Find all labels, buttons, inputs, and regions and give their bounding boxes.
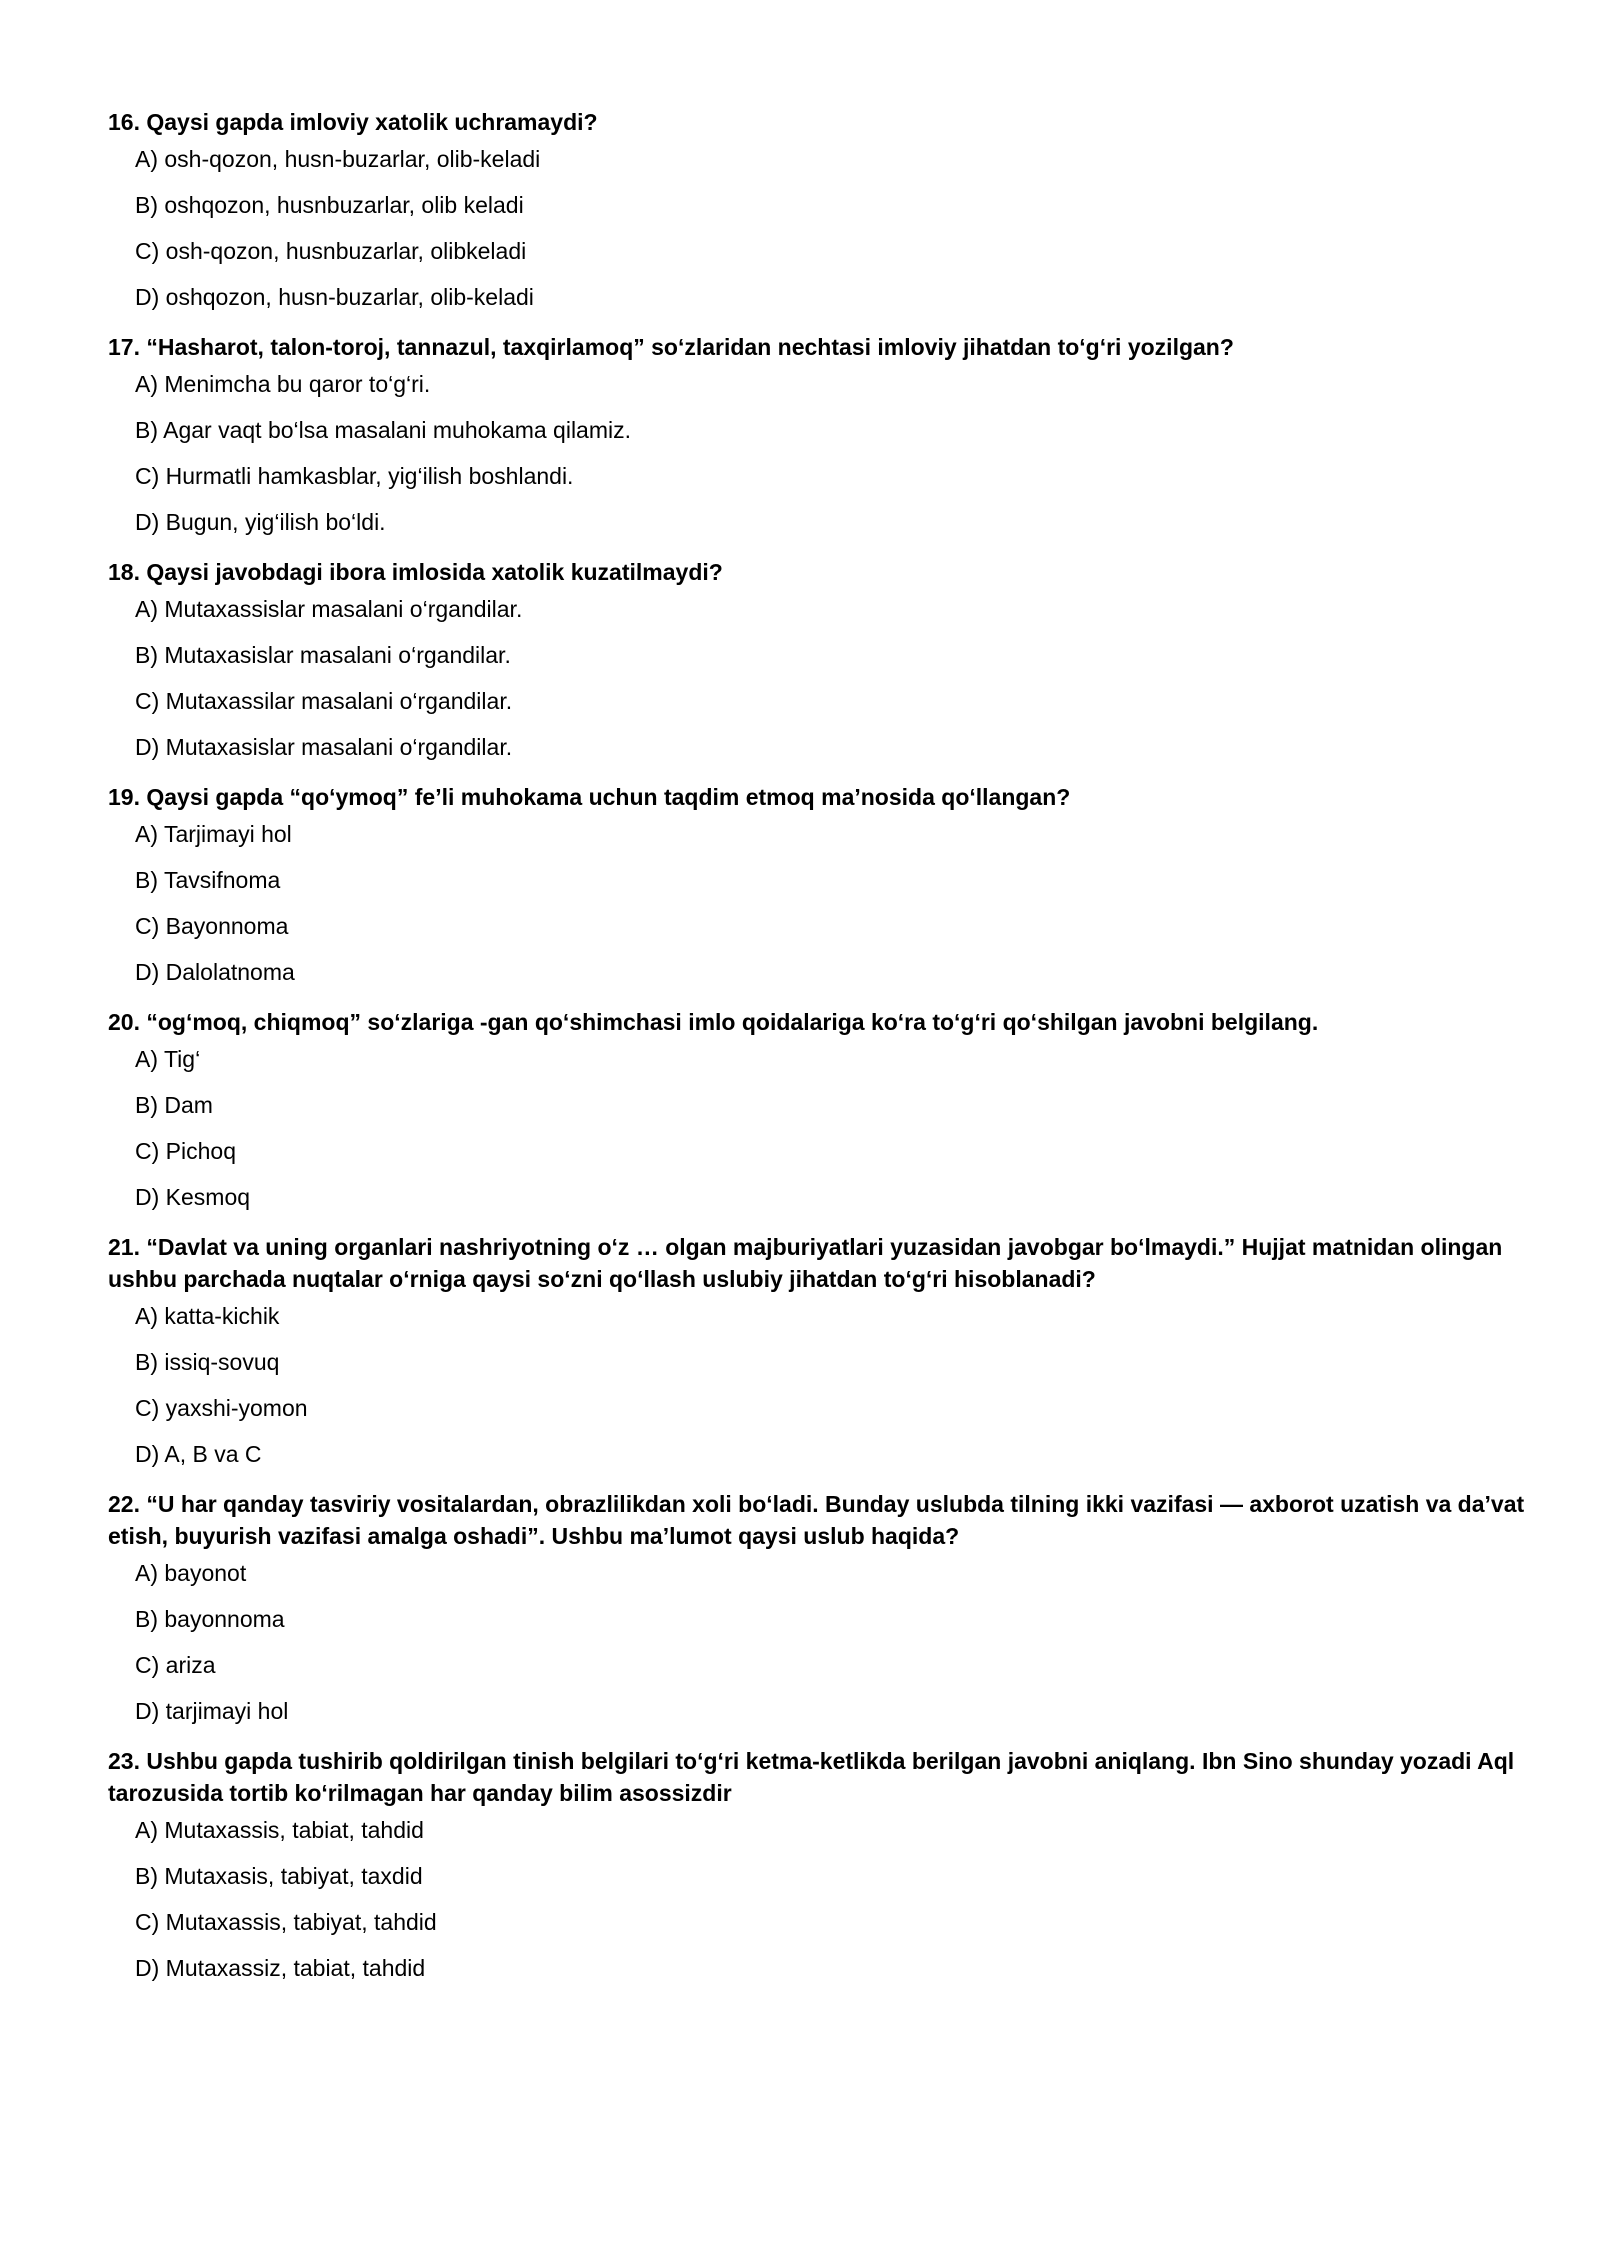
option-a: A) Mutaxassislar masalani o‘rgandilar. (135, 596, 523, 622)
question-text: 17. “Hasharot, talon-toroj, tannazul, taxqirlamoq” so‘zlaridan nechtasi imloviy jihatdan to‘g‘ri yozilgan? (108, 334, 1234, 360)
question-17 (108, 331, 1528, 537)
option-b: B) Agar vaqt bo‘lsa masalani muhokama qilamiz. (135, 417, 632, 443)
option-c: C) Mutaxassis, tabiyat, tahdid (135, 1909, 437, 1935)
option-b: B) Mutaxasislar masalani o‘rgandilar. (135, 642, 511, 668)
option-b: B) bayonnoma (135, 1606, 285, 1632)
option-d: D) oshqozon, husn-buzarlar, olib-keladi (135, 284, 534, 310)
option-d: D) Dalolatnoma (135, 959, 295, 985)
question-text: 16. Qaysi gapda imloviy xatolik uchramaydi? (108, 109, 598, 135)
option-c: C) Pichoq (135, 1138, 236, 1164)
option-a: A) Menimcha bu qaror to‘g‘ri. (135, 371, 431, 397)
option-b: B) oshqozon, husnbuzarlar, olib keladi (135, 192, 524, 218)
option-c: C) Bayonnoma (135, 913, 289, 939)
option-list (108, 1301, 1528, 1469)
option-c: C) Hurmatli hamkasblar, yig‘ilish boshlandi. (135, 463, 574, 489)
option-d: D) tarjimayi hol (135, 1698, 289, 1724)
option-list (108, 819, 1528, 987)
question-20 (108, 1006, 1528, 1212)
option-b: B) Tavsifnoma (135, 867, 281, 893)
option-list (108, 1558, 1528, 1726)
question-22 (108, 1488, 1528, 1726)
option-d: D) Kesmoq (135, 1184, 251, 1210)
option-b: B) issiq-sovuq (135, 1349, 280, 1375)
option-list (108, 1815, 1528, 1983)
option-list (108, 144, 1528, 312)
option-d: D) Mutaxassiz, tabiat, tahdid (135, 1955, 426, 1981)
option-b: B) Mutaxasis, tabiyat, taxdid (135, 1863, 423, 1889)
option-a: A) Tig‘ (135, 1046, 201, 1072)
option-d: D) Mutaxasislar masalani o‘rgandilar. (135, 734, 513, 760)
question-18 (108, 556, 1528, 762)
option-c: C) yaxshi-yomon (135, 1395, 308, 1421)
option-c: C) ariza (135, 1652, 216, 1678)
option-c: C) Mutaxassilar masalani o‘rgandilar. (135, 688, 513, 714)
option-d: D) Bugun, yig‘ilish bo‘ldi. (135, 509, 386, 535)
option-c: C) osh-qozon, husnbuzarlar, olibkeladi (135, 238, 527, 264)
option-a: A) Tarjimayi hol (135, 821, 292, 847)
option-list (108, 1044, 1528, 1212)
option-list (108, 369, 1528, 537)
question-16 (108, 106, 1528, 312)
question-text: 19. Qaysi gapda “qo‘ymoq” fe’li muhokama uchun taqdim etmoq ma’nosida qo‘llangan? (108, 784, 1071, 810)
question-text: 23. Ushbu gapda tushirib qoldirilgan tinish belgilari to‘g‘ri ketma-ketlikda berilgan javobni aniqlang. Ibn Sino shunday yozadi Aql tarozusida tortib ko‘rilmagan har qanday bilim asossizdir (108, 1748, 1515, 1806)
option-a: A) bayonot (135, 1560, 247, 1586)
question-23 (108, 1745, 1528, 1983)
question-text: 20. “og‘moq, chiqmoq” so‘zlariga -gan qo‘shimchasi imlo qoidalariga ko‘ra to‘g‘ri qo‘shilgan javobni belgilang. (108, 1009, 1319, 1035)
question-text: 18. Qaysi javobdagi ibora imlosida xatolik kuzatilmaydi? (108, 559, 723, 585)
question-21 (108, 1231, 1528, 1469)
question-19 (108, 781, 1528, 987)
question-text: 21. “Davlat va uning organlari nashriyotning o‘z … olgan majburiyatlari yuzasidan javobgar bo‘lmaydi.” Hujjat matnidan olingan ushbu parchada nuqtalar o‘rniga qaysi so‘zni qo‘llash uslubiy jihatdan to‘g‘ri hisoblanadi? (108, 1234, 1503, 1292)
option-b: B) Dam (135, 1092, 213, 1118)
option-a: A) osh-qozon, husn-buzarlar, olib-keladi (135, 146, 541, 172)
option-a: A) Mutaxassis, tabiat, tahdid (135, 1817, 424, 1843)
question-text: 22. “U har qanday tasviriy vositalardan, obrazlilikdan xoli bo‘ladi. Bunday uslubda tilning ikki vazifasi — axborot uzatish va da’vat etish, buyurish vazifasi amalga oshadi”. Ushbu ma’lumot qaysi uslub haqida? (108, 1491, 1525, 1549)
option-list (108, 594, 1528, 762)
option-d: D) A, B va C (135, 1441, 262, 1467)
option-a: A) katta-kichik (135, 1303, 280, 1329)
question-list (108, 106, 1528, 1983)
